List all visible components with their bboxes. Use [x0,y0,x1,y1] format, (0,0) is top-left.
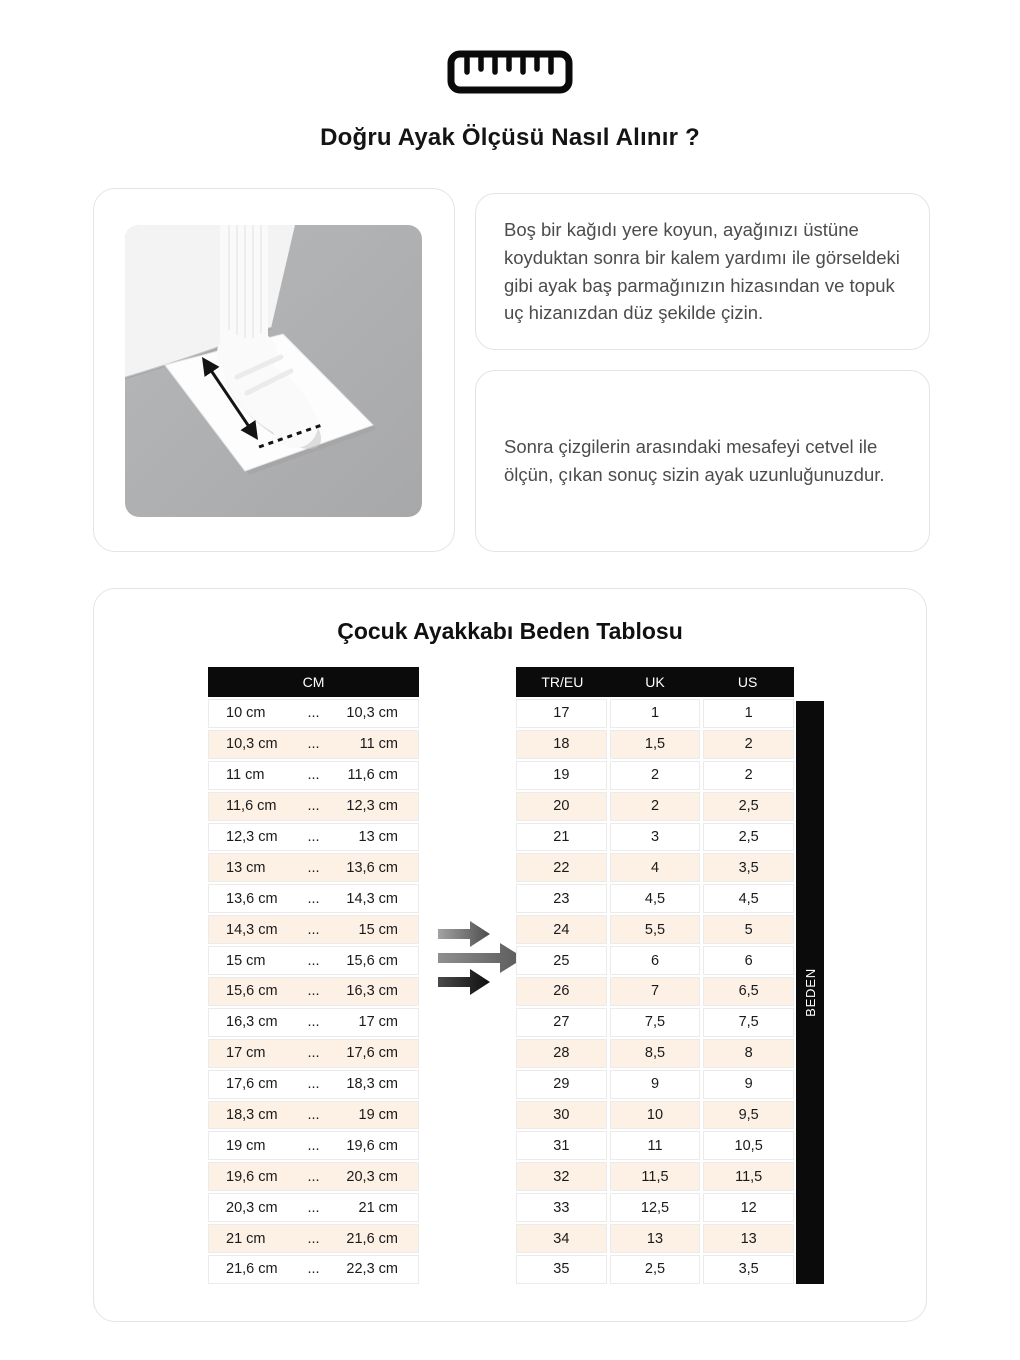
cm-from: 10 cm [226,705,266,722]
instruction-text-1: Boş bir kağıdı yere koyun, ayağınızı üstüne koyduktan sonra bir kalem yardımı ile görseldeki gibi ayak baş parmağınızın hizasından ve topuk uç hizanızdan düz şekilde çizin. [504,219,900,324]
cm-from: 11,6 cm [226,798,277,815]
range-separator: ... [307,829,320,845]
table-row [208,792,419,821]
size-cell: 2 [703,730,794,759]
cm-to: 11 cm [359,736,398,753]
header-cell-us: US [737,674,758,690]
cm-from: 20,3 cm [226,1199,278,1216]
size-cell: 4 [610,853,701,882]
size-cell: 4,5 [703,884,794,913]
cm-to: 14,3 cm [346,890,398,907]
size-cell: 10,5 [703,1131,794,1160]
table-row [208,1101,419,1130]
table-row [208,1008,419,1037]
range-separator: ... [307,1045,320,1062]
instruction-text-2: Sonra çizgilerin arasındaki mesafeyi cetvel ile ölçün, çıkan sonuç sizin ayak uzunluğunuzdur. [504,436,885,485]
size-cell: 11,5 [703,1162,794,1191]
cm-to: 17 cm [358,1014,398,1031]
cm-from: 19,6 cm [226,1168,278,1185]
size-cell: 2 [610,792,701,821]
size-cell: 13 [703,1224,794,1253]
size-cell: 2,5 [610,1255,701,1284]
size-cell: 24 [516,915,607,944]
cm-from: 21,6 cm [226,1261,278,1278]
size-cell: 32 [516,1162,607,1191]
header-cell-tr-eu: TR/EU [541,674,584,690]
cm-from: 13 cm [226,859,266,876]
size-cell: 17 [516,699,607,728]
size-cell: 9 [610,1070,701,1099]
cm-from: 19 cm [226,1137,266,1154]
size-guide-title: Çocuk Ayakkabı Beden Tablosu [337,618,683,644]
size-cell: 7,5 [610,1008,701,1037]
beden-side-bar [796,701,824,1284]
ruler-icon-svg [447,50,573,94]
table-row [208,946,419,975]
size-table [516,667,794,1284]
range-separator: ... [307,1261,320,1278]
size-cell: 31 [516,1131,607,1160]
table-row [208,853,419,882]
size-cell: 12,5 [610,1193,701,1222]
table-row [208,1131,419,1160]
size-cell: 19 [516,761,607,790]
cm-from: 18,3 cm [226,1107,278,1124]
size-cell: 10 [610,1101,701,1130]
size-cell: 7 [610,977,701,1006]
size-cell: 29 [516,1070,607,1099]
size-cell: 5,5 [610,915,701,944]
range-separator: ... [307,859,320,876]
size-cell: 35 [516,1255,607,1284]
cm-table-body [208,699,419,1284]
size-cell: 6 [610,946,701,975]
foot-measurement-photo [125,225,422,517]
cm-to: 22,3 cm [346,1261,398,1278]
cm-to: 19,6 cm [346,1137,398,1154]
range-separator: ... [307,798,320,815]
cm-to: 19 cm [358,1107,398,1124]
instruction-card-1 [475,193,930,350]
size-cell: 2,5 [703,823,794,852]
table-row [208,1039,419,1068]
size-cell: 2,5 [703,792,794,821]
cm-to: 13 cm [358,829,398,845]
size-cell: 3,5 [703,853,794,882]
size-cell: 33 [516,1193,607,1222]
cm-to: 12,3 cm [346,798,398,815]
range-separator: ... [307,767,320,784]
size-cell: 28 [516,1039,607,1068]
range-separator: ... [307,1199,320,1216]
cm-from: 10,3 cm [226,736,278,753]
range-separator: ... [307,921,320,938]
cm-from: 15 cm [226,952,266,969]
range-separator: ... [307,890,320,907]
cm-to: 15,6 cm [346,952,398,969]
range-separator: ... [307,705,320,722]
size-cell: 6,5 [703,977,794,1006]
cm-to: 10,3 cm [346,705,398,722]
size-cell: 13 [610,1224,701,1253]
range-separator: ... [307,1230,320,1247]
cm-from: 13,6 cm [226,890,278,907]
table-row [208,1193,419,1222]
cm-to: 20,3 cm [346,1168,398,1185]
table-row [208,915,419,944]
cm-from: 11 cm [226,767,265,784]
cm-table-header: CM [208,667,419,697]
size-guide-card [93,588,927,1322]
size-cell: 26 [516,977,607,1006]
size-cell: 1,5 [610,730,701,759]
size-cell: 25 [516,946,607,975]
page-title: Doğru Ayak Ölçüsü Nasıl Alınır ? [320,124,700,151]
table-row [208,1255,419,1284]
range-separator: ... [307,1014,320,1031]
table-row [208,884,419,913]
range-separator: ... [307,1107,320,1124]
range-separator: ... [307,1076,320,1093]
table-row [208,699,419,728]
size-cell: 9,5 [703,1101,794,1130]
table-row [208,977,419,1006]
size-cell: 18 [516,730,607,759]
cm-table [208,667,419,1284]
size-cell: 7,5 [703,1008,794,1037]
range-separator: ... [307,736,320,753]
size-cell: 12 [703,1193,794,1222]
size-cell: 21 [516,823,607,852]
size-table-header [516,667,794,697]
size-cell: 11,5 [610,1162,701,1191]
instruction-card-2 [475,370,930,552]
size-cell: 22 [516,853,607,882]
cm-to: 21,6 cm [346,1230,398,1247]
cm-from: 21 cm [226,1230,266,1247]
table-row [208,823,419,852]
cm-to: 15 cm [358,921,398,938]
cm-from: 17,6 cm [226,1076,278,1093]
size-table-body [516,699,794,1284]
size-cell: 8,5 [610,1039,701,1068]
cm-from: 16,3 cm [226,1014,278,1031]
table-row [208,730,419,759]
range-separator: ... [307,1168,320,1185]
size-cell: 11 [610,1131,701,1160]
table-row [208,1162,419,1191]
size-cell: 23 [516,884,607,913]
size-cell: 6 [703,946,794,975]
cm-from: 12,3 cm [226,829,278,845]
range-separator: ... [307,1137,320,1154]
cm-to: 18,3 cm [346,1076,398,1093]
range-separator: ... [307,983,320,1000]
cm-to: 16,3 cm [346,983,398,1000]
cm-to: 13,6 cm [346,859,398,876]
table-row [208,1070,419,1099]
ruler-icon [447,50,573,94]
size-cell: 2 [610,761,701,790]
size-cell: 5 [703,915,794,944]
table-row [208,761,419,790]
size-cell: 34 [516,1224,607,1253]
size-cell: 1 [703,699,794,728]
size-cell: 3,5 [703,1255,794,1284]
size-cell: 27 [516,1008,607,1037]
size-cell: 2 [703,761,794,790]
size-cell: 8 [703,1039,794,1068]
cm-to: 17,6 cm [346,1045,398,1062]
cm-to: 11,6 cm [347,767,398,784]
cm-from: 17 cm [226,1045,266,1062]
size-cell: 1 [610,699,701,728]
cm-from: 15,6 cm [226,983,278,1000]
header-cell-uk: UK [645,674,665,690]
size-cell: 9 [703,1070,794,1099]
size-cell: 30 [516,1101,607,1130]
cm-to: 21 cm [358,1199,398,1216]
cm-from: 14,3 cm [226,921,278,938]
transfer-arrows-icon [434,919,526,997]
table-row [208,1224,419,1253]
range-separator: ... [307,952,320,969]
size-cell: 20 [516,792,607,821]
foot-photo-card [93,188,455,552]
size-cell: 3 [610,823,701,852]
size-cell: 4,5 [610,884,701,913]
beden-label: BEDEN [802,968,818,1017]
